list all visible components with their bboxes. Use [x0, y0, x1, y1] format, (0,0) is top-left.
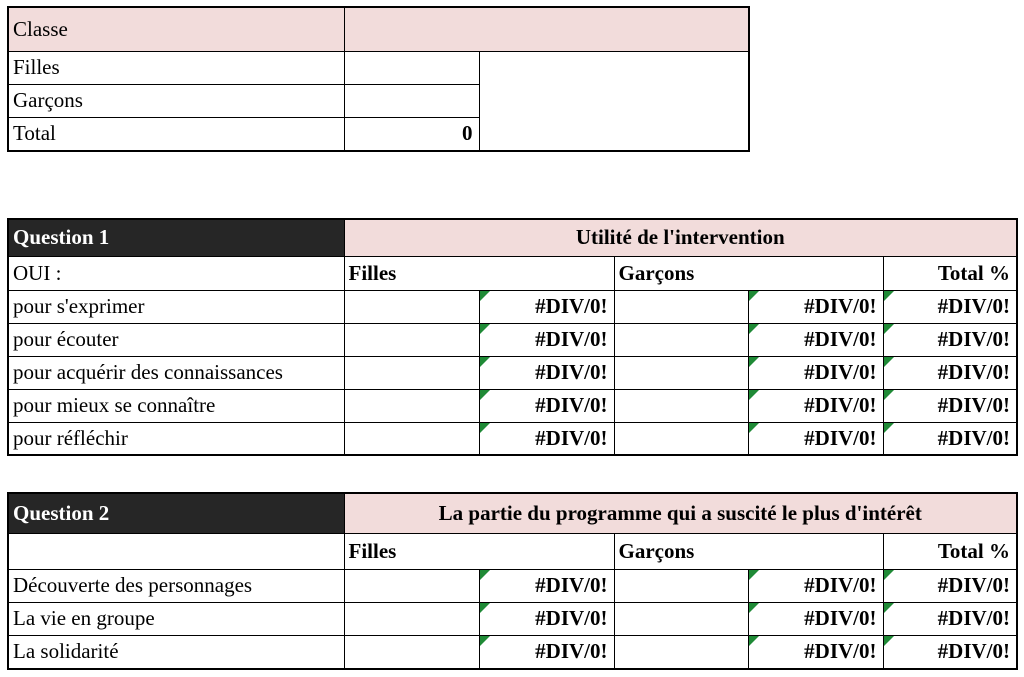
q1-garcons-pct[interactable]: #DIV/0! — [748, 323, 883, 356]
q1-garcons-count[interactable] — [614, 290, 748, 323]
q1-filles-count[interactable] — [344, 290, 479, 323]
table-row — [8, 635, 1017, 669]
q1-title-cell[interactable]: Question 1 — [8, 219, 344, 256]
q1-total-pct[interactable]: #DIV/0! — [883, 422, 1017, 455]
q2-header-cell[interactable]: La partie du programme qui a suscité le plus d'intérêt — [344, 493, 1017, 533]
q2-row-label[interactable]: La solidarité — [8, 635, 344, 669]
total-label-cell[interactable]: Total — [8, 117, 344, 151]
q1-row-label-header[interactable]: OUI : — [8, 256, 344, 290]
q1-garcons-pct[interactable]: #DIV/0! — [748, 422, 883, 455]
q1-total-pct[interactable]: #DIV/0! — [883, 323, 1017, 356]
garcons-count-cell[interactable] — [344, 84, 479, 117]
q1-filles-pct[interactable]: #DIV/0! — [479, 422, 614, 455]
q1-total-pct[interactable]: #DIV/0! — [883, 290, 1017, 323]
q1-filles-count[interactable] — [344, 389, 479, 422]
q1-col-garcons[interactable]: Garçons — [614, 256, 883, 290]
q2-filles-count[interactable] — [344, 602, 479, 635]
q2-garcons-pct[interactable]: #DIV/0! — [748, 569, 883, 602]
q1-garcons-pct[interactable]: #DIV/0! — [748, 356, 883, 389]
table-row — [8, 569, 1017, 602]
summary-table — [7, 6, 750, 152]
q1-total-pct[interactable]: #DIV/0! — [883, 356, 1017, 389]
q2-total-pct[interactable]: #DIV/0! — [883, 635, 1017, 669]
q2-garcons-pct[interactable]: #DIV/0! — [748, 635, 883, 669]
garcons-label-cell[interactable]: Garçons — [8, 84, 344, 117]
q1-garcons-count[interactable] — [614, 323, 748, 356]
q1-garcons-count[interactable] — [614, 389, 748, 422]
q1-row-label[interactable]: pour s'exprimer — [8, 290, 344, 323]
q1-header-cell[interactable]: Utilité de l'intervention — [344, 219, 1017, 256]
q2-col-total[interactable]: Total % — [883, 533, 1017, 569]
q1-garcons-pct[interactable]: #DIV/0! — [748, 290, 883, 323]
q2-garcons-count[interactable] — [614, 602, 748, 635]
q1-garcons-pct[interactable]: #DIV/0! — [748, 389, 883, 422]
q1-row-label[interactable]: pour réfléchir — [8, 422, 344, 455]
q2-total-pct[interactable]: #DIV/0! — [883, 602, 1017, 635]
q2-title-cell[interactable]: Question 2 — [8, 493, 344, 533]
table-row — [8, 422, 1017, 455]
classe-label-cell[interactable]: Classe — [8, 7, 344, 51]
q2-garcons-pct[interactable]: #DIV/0! — [748, 602, 883, 635]
table-row — [8, 323, 1017, 356]
total-value-cell[interactable]: 0 — [344, 117, 479, 151]
q1-filles-pct[interactable]: #DIV/0! — [479, 323, 614, 356]
summary-empty-area[interactable] — [479, 51, 749, 151]
table-row — [8, 602, 1017, 635]
table-row — [8, 389, 1017, 422]
q1-col-filles[interactable]: Filles — [344, 256, 614, 290]
q1-row-label[interactable]: pour écouter — [8, 323, 344, 356]
table-row — [8, 290, 1017, 323]
table-row — [8, 356, 1017, 389]
q2-filles-pct[interactable]: #DIV/0! — [479, 602, 614, 635]
q1-filles-count[interactable] — [344, 422, 479, 455]
question1-table — [7, 218, 1018, 456]
q2-garcons-count[interactable] — [614, 635, 748, 669]
q2-row-label[interactable]: Découverte des personnages — [8, 569, 344, 602]
q2-filles-count[interactable] — [344, 569, 479, 602]
q1-filles-count[interactable] — [344, 323, 479, 356]
q1-filles-count[interactable] — [344, 356, 479, 389]
q1-filles-pct[interactable]: #DIV/0! — [479, 389, 614, 422]
filles-count-cell[interactable] — [344, 51, 479, 84]
q2-filles-count[interactable] — [344, 635, 479, 669]
q1-row-label[interactable]: pour acquérir des connaissances — [8, 356, 344, 389]
q1-garcons-count[interactable] — [614, 422, 748, 455]
q1-row-label[interactable]: pour mieux se connaître — [8, 389, 344, 422]
q1-total-pct[interactable]: #DIV/0! — [883, 389, 1017, 422]
q1-col-total[interactable]: Total % — [883, 256, 1017, 290]
q2-filles-pct[interactable]: #DIV/0! — [479, 569, 614, 602]
q1-filles-pct[interactable]: #DIV/0! — [479, 290, 614, 323]
classe-value-cell[interactable] — [344, 7, 749, 51]
q2-garcons-count[interactable] — [614, 569, 748, 602]
q2-total-pct[interactable]: #DIV/0! — [883, 569, 1017, 602]
q2-col-filles[interactable]: Filles — [344, 533, 614, 569]
q1-garcons-count[interactable] — [614, 356, 748, 389]
q2-row-label-header[interactable] — [8, 533, 344, 569]
q2-filles-pct[interactable]: #DIV/0! — [479, 635, 614, 669]
question2-table — [7, 492, 1018, 670]
q1-filles-pct[interactable]: #DIV/0! — [479, 356, 614, 389]
filles-label-cell[interactable]: Filles — [8, 51, 344, 84]
q2-row-label[interactable]: La vie en groupe — [8, 602, 344, 635]
q2-col-garcons[interactable]: Garçons — [614, 533, 883, 569]
